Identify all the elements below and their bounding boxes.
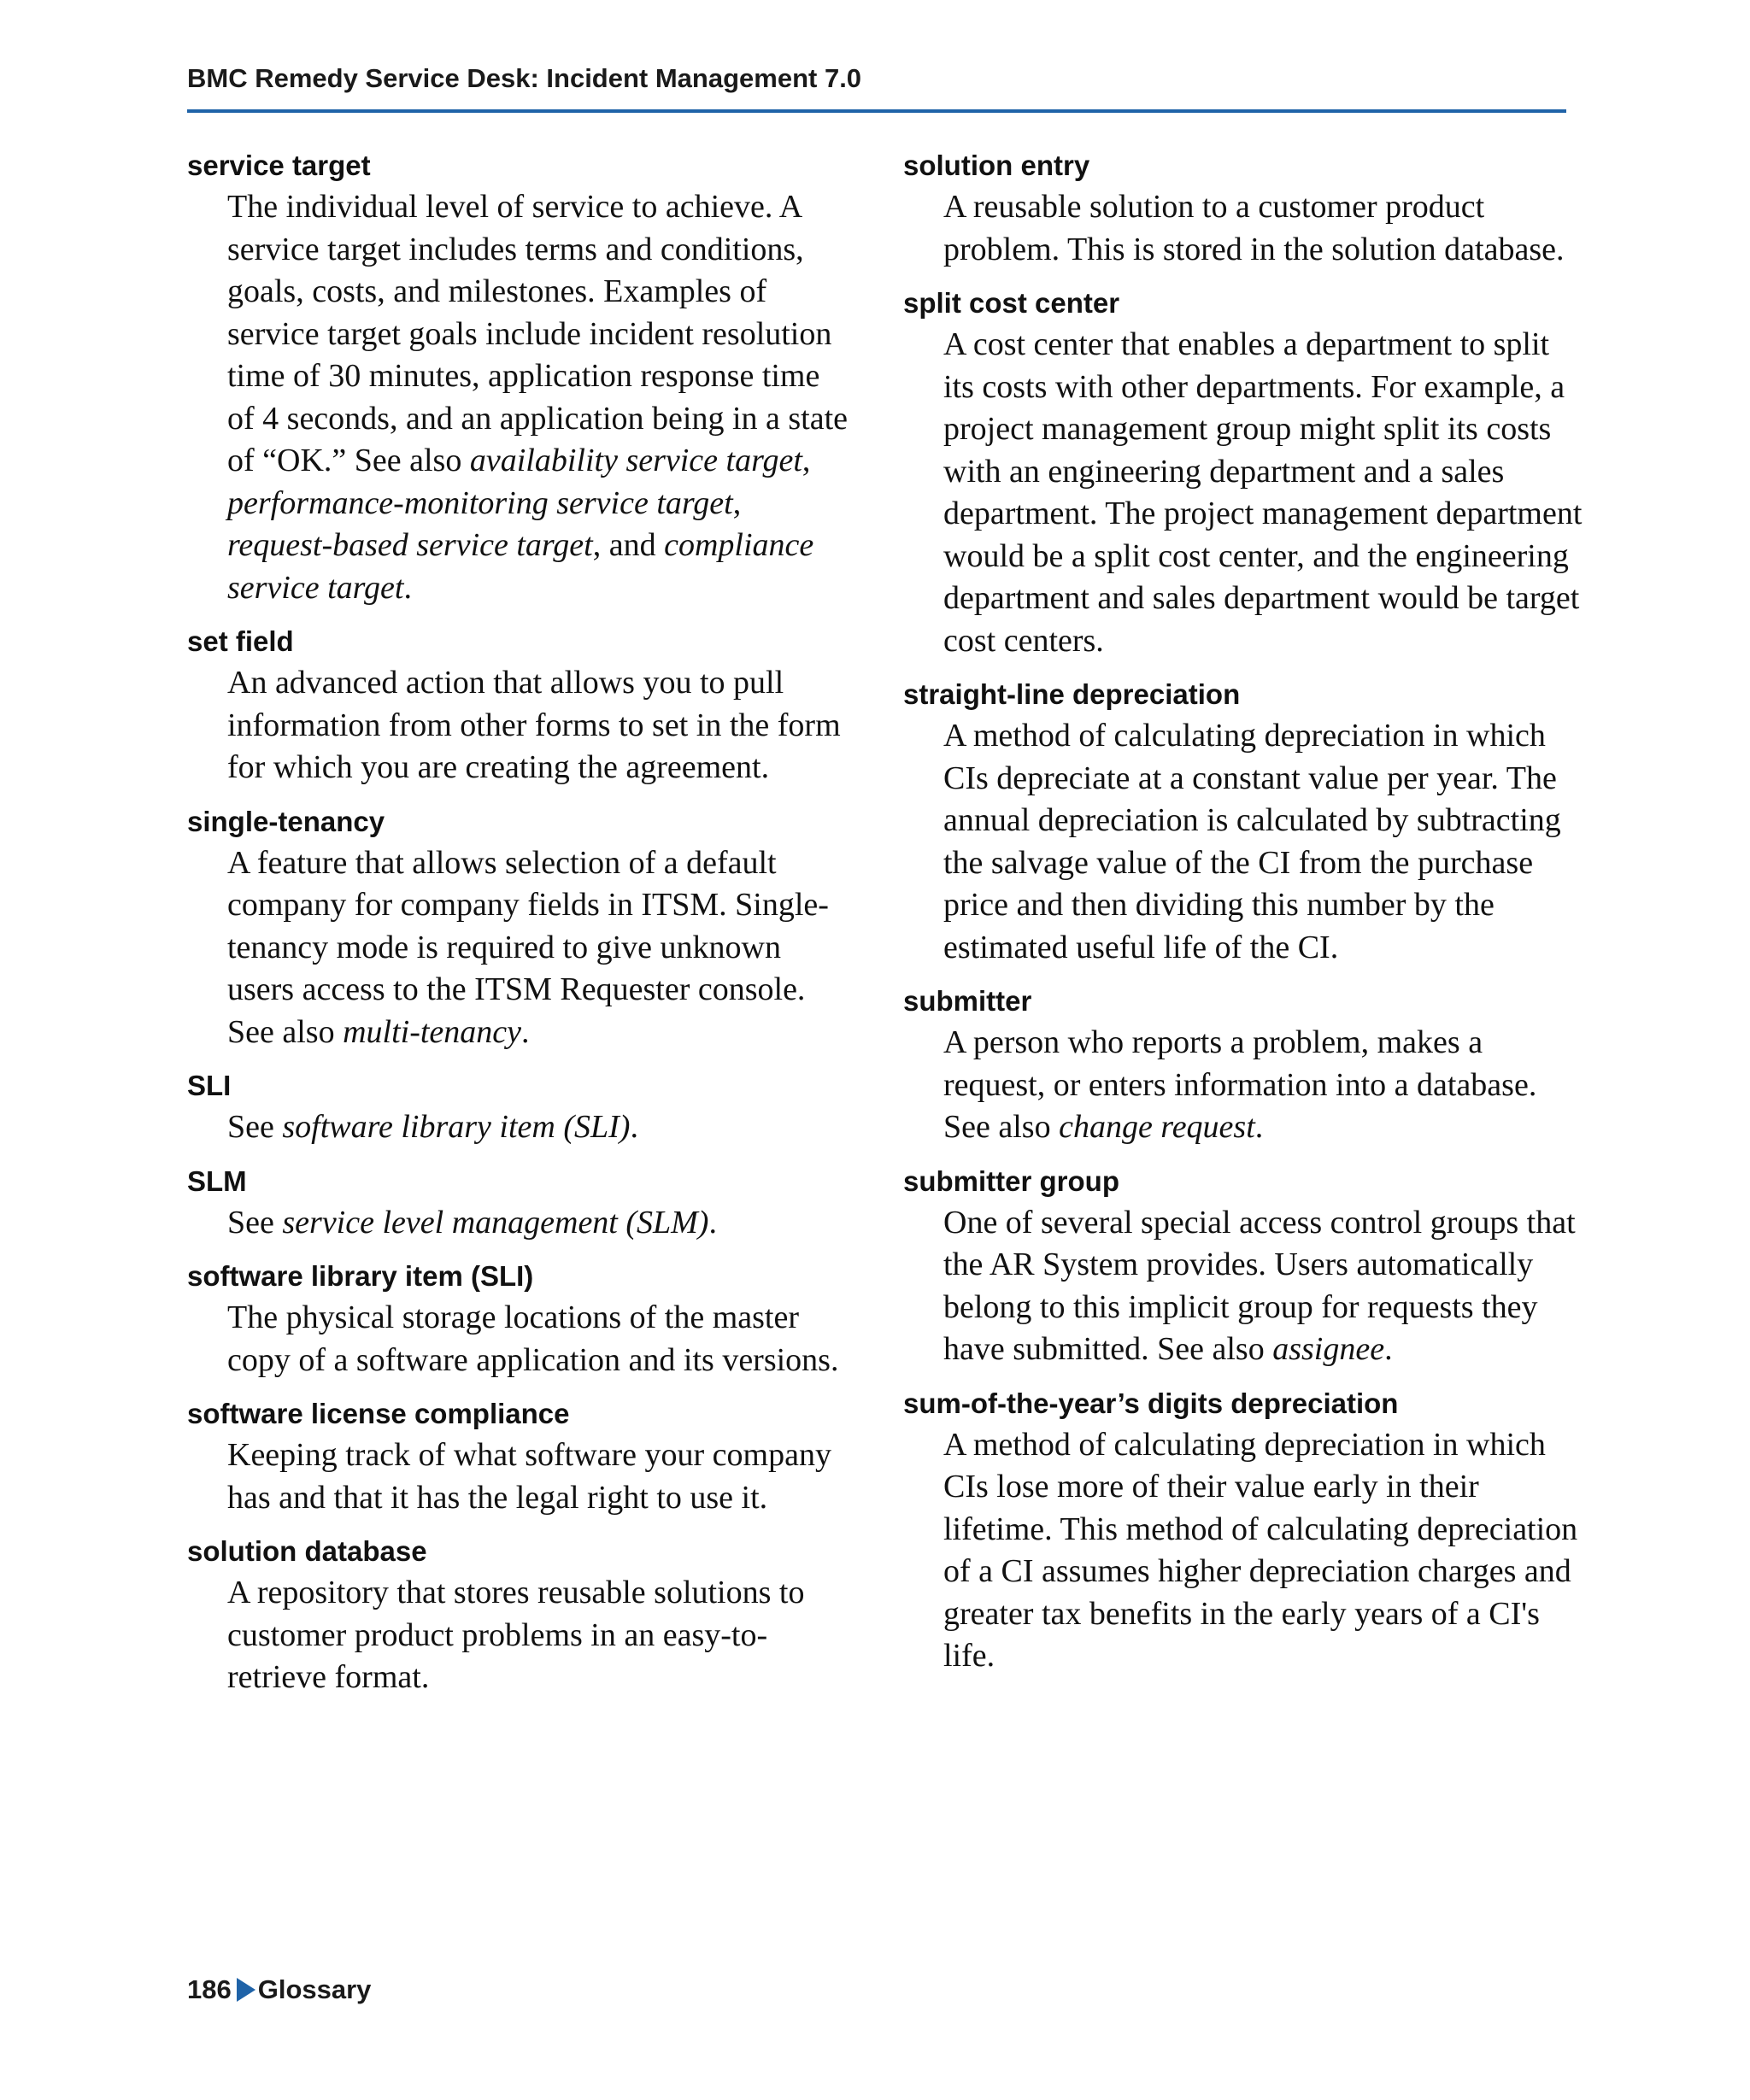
glossary-entry [187, 1531, 854, 1699]
glossary-term: submitter [903, 985, 1032, 1017]
glossary-definition [187, 1202, 854, 1245]
glossary-term: solution entry [903, 150, 1090, 181]
cross-reference-term: performance-monitoring service target [227, 484, 733, 521]
definition-text: One of several special access control groups that the AR System provides. Users automatically belong to this implicit group for requests they have submitted. See also [943, 1204, 1576, 1367]
definition-text: , [732, 484, 742, 521]
glossary-entry [187, 801, 854, 1054]
glossary-entry [903, 1383, 1587, 1678]
definition-text: . [521, 1013, 530, 1050]
glossary-term: service target [187, 150, 371, 181]
glossary-entry [187, 1393, 854, 1519]
glossary-definition [187, 662, 854, 789]
glossary-definition [187, 1572, 854, 1699]
glossary-definition [903, 1424, 1587, 1678]
definition-text: A method of calculating depreciation in which CIs depreciate at a constant value per year. The annual depreciation is calculated by subtracting the salvage value of the CI from the purchase price and then dividing this number by the estimated useful life of the CI. [943, 718, 1561, 965]
glossary-term: split cost center [903, 287, 1120, 319]
right-triangle-icon [237, 1978, 255, 2002]
definition-text: A person who reports a problem, makes a request, or enters information into a database. See also [943, 1024, 1537, 1145]
definition-text: . [630, 1109, 638, 1145]
definition-text: , [802, 443, 811, 478]
glossary-left-column [187, 145, 854, 1711]
glossary-entry [903, 1161, 1587, 1371]
glossary-definition [903, 1022, 1587, 1149]
glossary-right-column [903, 145, 1587, 1690]
glossary-entry [903, 145, 1587, 271]
glossary-entry [903, 674, 1587, 969]
glossary-term: set field [187, 625, 294, 657]
definition-text: A repository that stores reusable solutions to customer product problems in an easy-to-retrieve format. [227, 1575, 805, 1695]
footer-section-link[interactable]: Glossary [257, 1974, 372, 2004]
definition-text: The individual level of service to achieve. A service target includes terms and conditions, goals, costs, and milestones. Examples of service target goals include incident resolution time of 30 minutes, application response time of 4 seconds, and an application being in a state of “OK.” See also [227, 189, 849, 478]
glossary-entry [187, 621, 854, 789]
definition-text: A feature that allows selection of a default company for company fields in ITSM. Single-tenancy mode is required to give unknown users access to the ITSM Requester console. See also [227, 844, 829, 1050]
glossary-term: submitter group [903, 1164, 1119, 1197]
glossary-term: solution database [187, 1535, 427, 1567]
definition-text: , and [592, 527, 665, 563]
page-header [187, 62, 1566, 96]
glossary-entry [903, 283, 1587, 662]
definition-text: The physical storage locations of the master copy of a software application and its versions. [227, 1299, 839, 1378]
definition-text: . [1384, 1331, 1393, 1367]
glossary-definition [903, 324, 1587, 662]
glossary-entry [187, 1065, 854, 1149]
glossary-definition [903, 186, 1587, 271]
glossary-term: single-tenancy [187, 805, 385, 837]
cross-reference-term: compliance service target [227, 527, 814, 606]
glossary-term: sum-of-the-year’s digits depreciation [903, 1387, 1399, 1419]
glossary-entry [187, 1256, 854, 1381]
page-footer [187, 1973, 371, 2007]
page-number: 186 [187, 1974, 232, 2004]
definition-text: . [1254, 1109, 1264, 1145]
definition-text: A cost center that enables a department to split its costs with other departments. For example, a project management group might split its costs with an engineering department and a sales department. The project management department would be a split cost center, and the engineering department and sales department would be target cost centers. [943, 326, 1583, 659]
glossary-definition [903, 1202, 1587, 1371]
header-divider [187, 109, 1566, 113]
glossary-definition [903, 715, 1587, 969]
definition-text: A method of calculating depreciation in which CIs lose more of their value early in their lifetime. This method of calculating depreciation of a CI assumes higher depreciation charges and greater tax benefits in the early years of a CI's life. [943, 1426, 1578, 1674]
definition-text: Keeping track of what software your company has and that it has the legal right to use it. [227, 1437, 831, 1516]
definition-text: A reusable solution to a customer product problem. This is stored in the solution database. [943, 189, 1565, 267]
cross-reference-term: request-based service target [227, 527, 593, 563]
definition-text: . [403, 569, 412, 606]
glossary-entry [903, 981, 1587, 1149]
cross-reference-term: assignee [1272, 1331, 1385, 1367]
definition-text: See [227, 1204, 283, 1241]
definition-text: . [708, 1204, 717, 1241]
document-title: BMC Remedy Service Desk: Incident Management 7.0 [187, 63, 862, 93]
glossary-definition [187, 186, 854, 609]
cross-reference-term: service level management (SLM) [282, 1204, 709, 1241]
cross-reference-term: software library item (SLI) [282, 1109, 631, 1145]
glossary-definition [187, 1106, 854, 1149]
cross-reference-term: change request [1059, 1109, 1255, 1145]
definition-text: An advanced action that allows you to pull information from other forms to set in the form for which you are creating the agreement. [227, 665, 841, 785]
glossary-definition [187, 1297, 854, 1381]
glossary-term: software license compliance [187, 1398, 570, 1429]
cross-reference-term: multi-tenancy [343, 1013, 522, 1050]
cross-reference-term: availability service target [469, 443, 802, 478]
glossary-definition [187, 842, 854, 1054]
glossary-term: straight-line depreciation [903, 678, 1241, 710]
glossary-entry [187, 1161, 854, 1245]
glossary-definition [187, 1434, 854, 1519]
definition-text: See [227, 1109, 283, 1145]
glossary-term: software library item (SLI) [187, 1260, 534, 1292]
glossary-entry [187, 145, 854, 609]
glossary-term: SLI [187, 1070, 232, 1101]
glossary-term: SLM [187, 1164, 247, 1197]
